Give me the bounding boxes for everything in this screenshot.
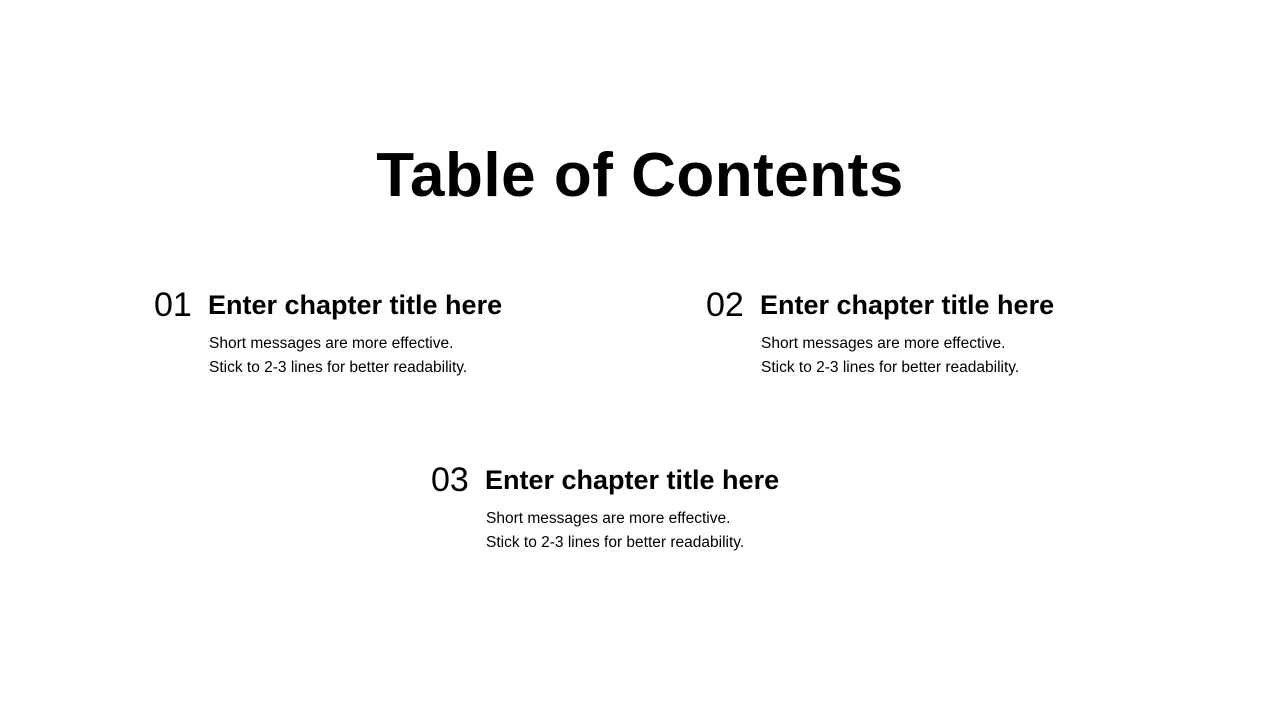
chapter-description-line: Short messages are more effective. [486, 510, 731, 527]
chapter-item-03 [431, 460, 951, 580]
chapter-description [486, 507, 744, 555]
chapter-item-01 [154, 285, 674, 405]
chapter-number: 01 [154, 286, 192, 324]
chapter-description [209, 332, 467, 380]
chapter-description-line: Short messages are more effective. [761, 335, 1006, 352]
chapter-description-line: Stick to 2-3 lines for better readability. [209, 359, 468, 376]
chapter-number: 03 [431, 461, 469, 499]
chapter-title: Enter chapter title here [208, 290, 503, 320]
chapter-description-line: Stick to 2-3 lines for better readability. [761, 359, 1020, 376]
chapter-title: Enter chapter title here [485, 465, 780, 495]
chapter-number: 02 [706, 286, 744, 324]
chapter-description-line: Short messages are more effective. [209, 335, 454, 352]
chapter-description-line: Stick to 2-3 lines for better readability. [486, 534, 745, 551]
chapter-description [761, 332, 1019, 380]
chapter-title: Enter chapter title here [760, 290, 1055, 320]
chapter-item-02 [706, 285, 1226, 405]
page-title: Table of Contents [376, 141, 904, 210]
